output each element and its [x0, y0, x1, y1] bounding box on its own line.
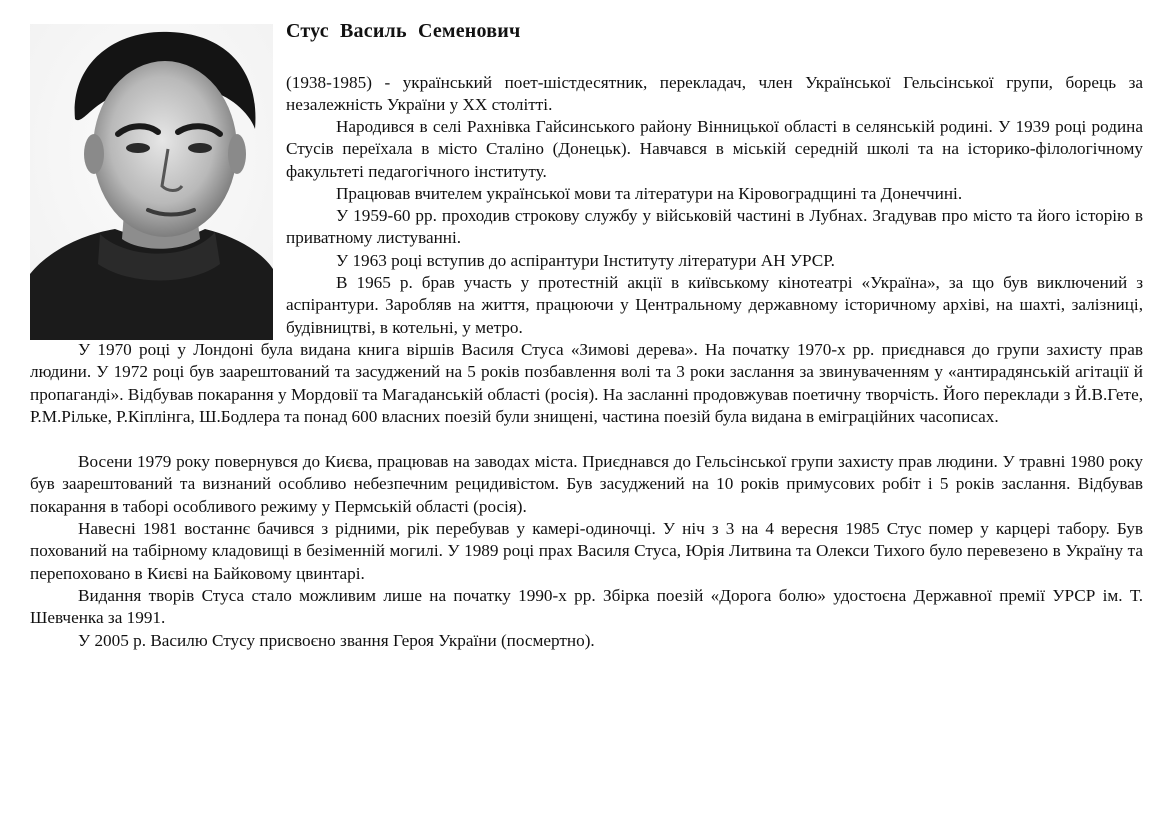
paragraph-protest: В 1965 р. брав участь у протестній акції в київському кінотеатрі «Україна», за що був виключений з аспірантури. Заробляв на життя, працюючи у Центральному державному історичному архіві, на шахті, залізниці, будівництві, в котельні, у метро.: [286, 273, 1143, 337]
paragraph-hero-title: У 2005 р. Василю Стусу присвоєно звання Героя України (посмертно).: [78, 631, 595, 650]
paragraph-death: Навесні 1981 востаннє бачився з рідними, рік перебував у камері-одиночці. У ніч з 3 на 4 вересня 1985 Стус помер у карцері табору. Був похований на табірному кладовищі в безіменній могилі. У 1989 році прах Василя Стуса, Юрія Литвина та Олекси Тихого було перевезено в Україну та перепоховано в Києві на Байковому цвинтарі.: [30, 519, 1143, 583]
intro-paragraph: (1938-1985) - український поет-шістдесятник, перекладач, член Української Гельсінської групи, борець за незалежність України у ХХ столітті.: [286, 73, 1143, 115]
page-title: Стус Василь Семенович: [286, 20, 521, 42]
paragraph-birth: Народився в селі Рахнівка Гайсинського району Вінницької області в селянській родині. У 1939 році родина Стусів переїхала в місто Сталіно (Донецьк). Навчався в міській середній школі та на історико-філологічному факультеті педагогічного інституту.: [286, 117, 1143, 181]
paragraph-arrest-1980: Восени 1979 року повернувся до Києва, працював на заводах міста. Приєднався до Гельсінської групи захисту прав людини. У травні 1980 року був заарештований та визнаний особливо небезпечним рецидивістом. Був засуджений на 10 років примусових робіт і 5 років заслання. Відбував покарання в таборі особливого режиму у Пермській області (росія).: [30, 452, 1143, 516]
paragraph-arrest-1972: У 1970 році у Лондоні була видана книга віршів Василя Стуса «Зимові дерева». На початку 1970-х рр. приєднався до групи захисту прав людини. У 1972 році був заарештований та засуджений на 5 років позбавлення волі та 3 роки заслання за звинуваченням у «антирадянській агітації й пропаганді». Відбував покарання у Мордовії та Магаданській області (росія). На засланні продовжував поетичну творчість. Його переклади з Й.В.Гете, Р.М.Рільке, Р.Кіплінга, Ш.Бодлера та понад 600 власних поезій були знищені, частина поезій була видана в еміграційних часописах.: [30, 340, 1143, 426]
paragraph-publication: Видання творів Стуса стало можливим лише на початку 1990-х рр. Збірка поезій «Дорога болю» удостоєна Державної премії УРСР ім. Т. Шевченка за 1991.: [30, 586, 1143, 628]
paragraph-military-service: У 1959-60 рр. проходив строкову службу у військовій частині в Лубнах. Згадував про місто та його історію в приватному листуванні.: [286, 206, 1143, 248]
paragraph-postgraduate: У 1963 році вступив до аспірантури Інституту літератури АН УРСР.: [336, 251, 835, 270]
paragraph-teacher: Працював вчителем української мови та літератури на Кіровоградщині та Донеччині.: [336, 184, 963, 203]
portrait-photo: [30, 24, 273, 340]
